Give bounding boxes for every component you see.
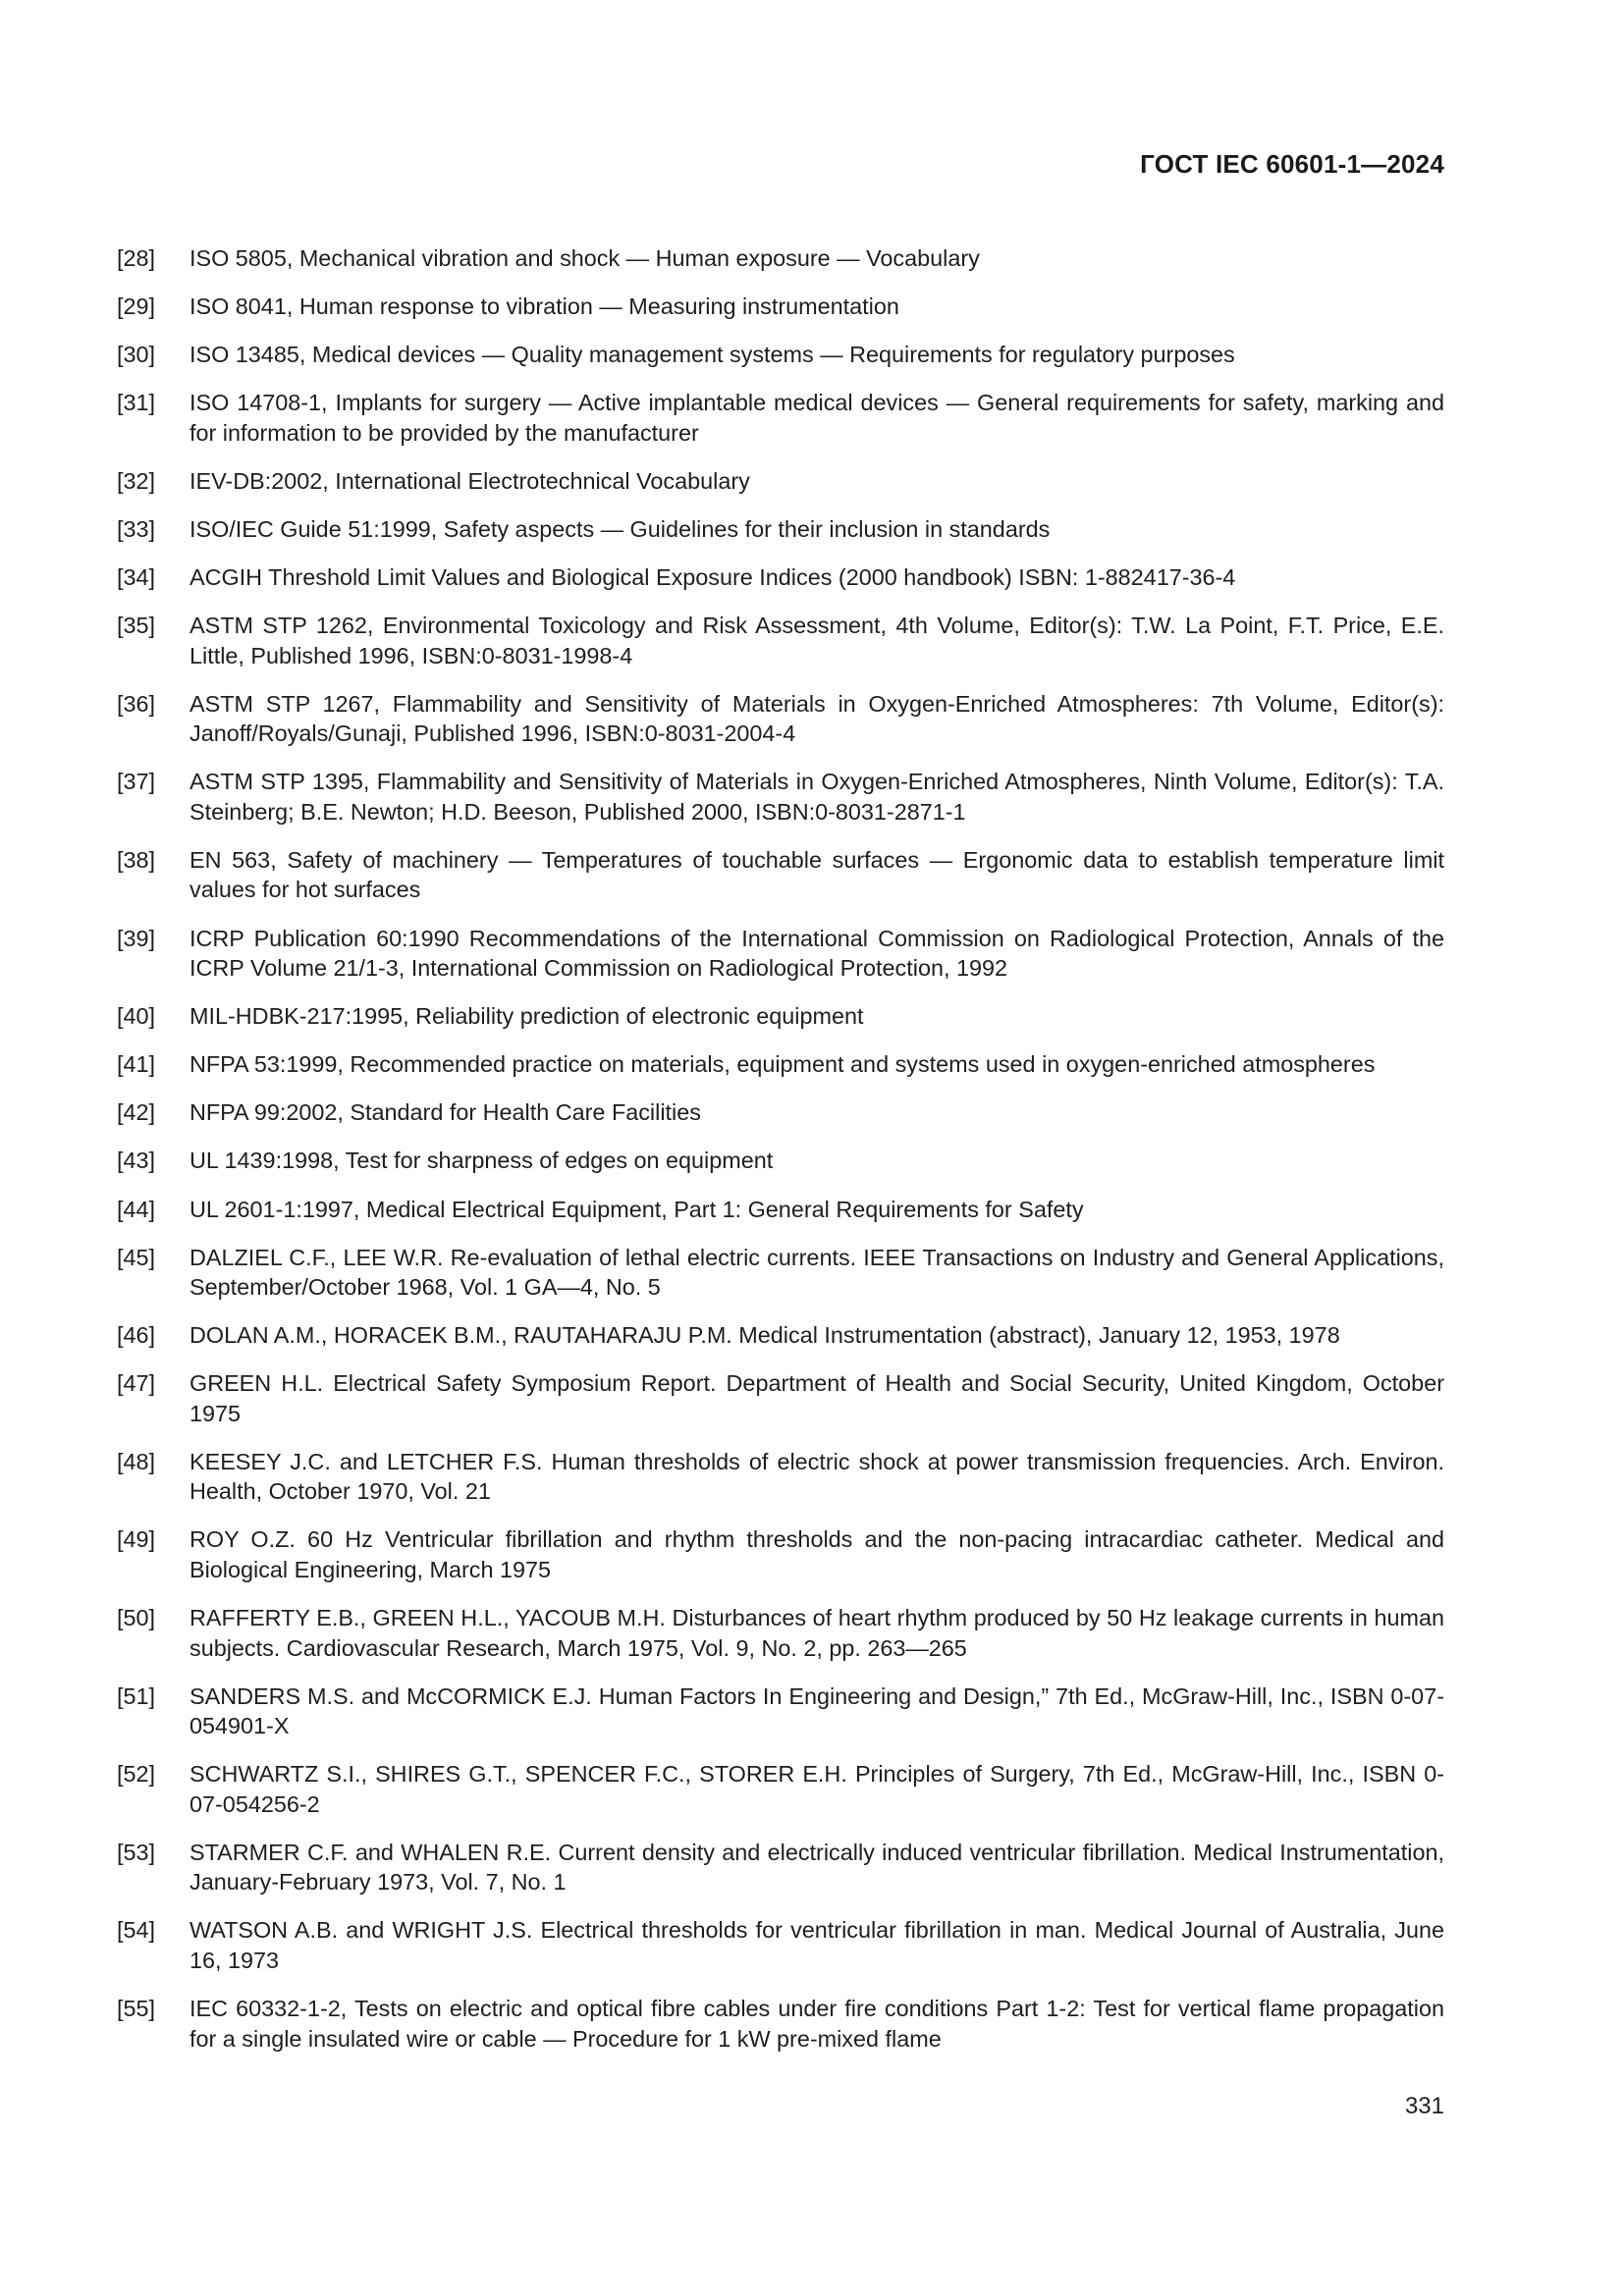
reference-item	[117, 1759, 1444, 1819]
reference-item	[117, 1447, 1444, 1507]
reference-text: ASTM STP 1395, Flammability and Sensitivity of Materials in Oxygen-Enriched Atmospheres, Ninth Volume, Editor(s): T.A. Steinberg; B.E. Newton; H.D. Beeson, Published 2000, ISBN:0-8031-2871-1	[189, 769, 1444, 825]
reference-item	[117, 1524, 1444, 1584]
reference-item	[117, 845, 1444, 905]
reference-number: [47]	[117, 1370, 156, 1397]
reference-text: ISO 8041, Human response to vibration — Measuring instrumentation	[189, 294, 899, 320]
reference-number: [51]	[117, 1682, 156, 1709]
reference-number: [44]	[117, 1196, 156, 1222]
reference-text: ICRP Publication 60:1990 Recommendations of the International Commission on Radiological Protection, Annals of the ICRP Volume 21/1-3, International Commission on Radiological Protection, 1992	[189, 925, 1444, 982]
reference-item	[117, 1838, 1444, 1897]
reference-item	[117, 1682, 1444, 1741]
reference-number: [55]	[117, 1996, 156, 2022]
reference-item	[117, 292, 1444, 322]
reference-number: [30]	[117, 342, 156, 368]
reference-item	[117, 924, 1444, 984]
reference-number: [37]	[117, 769, 156, 795]
reference-text: SANDERS M.S. and McCORMICK E.J. Human Factors In Engineering and Design,” 7th Ed., McGraw-Hill, Inc., ISBN 0-07-054901-X	[189, 1682, 1444, 1739]
reference-item	[117, 1146, 1444, 1176]
reference-number: [38]	[117, 846, 156, 873]
standard-designation: ГОСТ IEC 60601-1—2024	[1140, 149, 1444, 179]
reference-item	[117, 514, 1444, 545]
reference-item	[117, 340, 1444, 370]
reference-text: EN 563, Safety of machinery — Temperatures of touchable surfaces — Ergonomic data to establish temperature limit values for hot surfaces	[189, 846, 1444, 903]
reference-item	[117, 1368, 1444, 1428]
reference-number: [35]	[117, 613, 156, 639]
reference-item	[117, 1603, 1444, 1663]
reference-text: ACGIH Threshold Limit Values and Biological Exposure Indices (2000 handbook) ISBN: 1-882417-36-4	[189, 564, 1236, 591]
reference-item	[117, 1320, 1444, 1351]
reference-number: [28]	[117, 245, 156, 271]
reference-number: [33]	[117, 515, 156, 542]
reference-text: IEV-DB:2002, International Electrotechnical Vocabulary	[189, 467, 750, 494]
reference-text: MIL-HDBK-217:1995, Reliability prediction of electronic equipment	[189, 1003, 864, 1030]
reference-item	[117, 611, 1444, 670]
reference-number: [31]	[117, 390, 156, 416]
reference-item	[117, 1097, 1444, 1128]
reference-number: [39]	[117, 925, 156, 951]
reference-number: [54]	[117, 1917, 156, 1944]
reference-number: [42]	[117, 1099, 156, 1126]
reference-item	[117, 466, 1444, 497]
reference-item	[117, 767, 1444, 827]
reference-item	[117, 1001, 1444, 1032]
reference-text: ASTM STP 1267, Flammability and Sensitivity of Materials in Oxygen-Enriched Atmospheres: 7th Volume, Editor(s): Janoff/Royals/Gunaji, Published 1996, ISBN:0-8031-2004-4	[189, 690, 1444, 747]
reference-number: [45]	[117, 1244, 156, 1270]
reference-item	[117, 1915, 1444, 1975]
reference-text: STARMER C.F. and WHALEN R.E. Current density and electrically induced ventricular fibrillation. Medical Instrumentation, January-February 1973, Vol. 7, No. 1	[189, 1839, 1444, 1896]
reference-number: [34]	[117, 564, 156, 591]
reference-text: SCHWARTZ S.I., SHIRES G.T., SPENCER F.C., STORER E.H. Principles of Surgery, 7th Ed., McGraw-Hill, Inc., ISBN 0-07-054256-2	[189, 1761, 1444, 1817]
reference-text: ISO 5805, Mechanical vibration and shock — Human exposure — Vocabulary	[189, 245, 980, 271]
reference-number: [48]	[117, 1448, 156, 1474]
reference-number: [41]	[117, 1051, 156, 1078]
reference-text: KEESEY J.C. and LETCHER F.S. Human thresholds of electric shock at power transmission frequencies. Arch. Environ. Health, October 1970, Vol. 21	[189, 1448, 1444, 1505]
reference-text: ISO 14708-1, Implants for surgery — Active implantable medical devices — General requirements for safety, marking and for information to be provided by the manufacturer	[189, 390, 1444, 446]
reference-number: [46]	[117, 1322, 156, 1349]
reference-text: IEC 60332-1-2, Tests on electric and optical fibre cables under fire conditions Part 1-2: Test for vertical flame propagation for a single insulated wire or cable — Procedure for 1 kW pre-mixed flame	[189, 1996, 1444, 2052]
reference-item	[117, 562, 1444, 593]
reference-item	[117, 1049, 1444, 1080]
reference-text: ISO 13485, Medical devices — Quality management systems — Requirements for regulatory purposes	[189, 342, 1235, 368]
reference-item	[117, 1994, 1444, 2054]
reference-item	[117, 1195, 1444, 1225]
reference-text: ROY O.Z. 60 Hz Ventricular fibrillation and rhythm thresholds and the non-pacing intracardiac catheter. Medical and Biological Engineering, March 1975	[189, 1526, 1444, 1582]
reference-number: [32]	[117, 467, 156, 494]
reference-text: ISO/IEC Guide 51:1999, Safety aspects — Guidelines for their inclusion in standards	[189, 515, 1051, 542]
reference-item	[117, 1243, 1444, 1303]
reference-text: WATSON A.B. and WRIGHT J.S. Electrical thresholds for ventricular fibrillation in man. Medical Journal of Australia, June 16, 1973	[189, 1917, 1444, 1973]
reference-number: [29]	[117, 294, 156, 320]
bibliography-list	[117, 243, 1444, 2072]
page-number: 331	[1404, 2093, 1444, 2119]
reference-item	[117, 689, 1444, 749]
reference-text: ASTM STP 1262, Environmental Toxicology and Risk Assessment, 4th Volume, Editor(s): T.W. La Point, F.T. Price, E.E. Little, Published 1996, ISBN:0-8031-1998-4	[189, 613, 1444, 668]
reference-number: [49]	[117, 1526, 156, 1553]
reference-item	[117, 388, 1444, 448]
reference-text: DALZIEL C.F., LEE W.R. Re-evaluation of lethal electric currents. IEEE Transactions on Industry and General Applications, September/October 1968, Vol. 1 GA—4, No. 5	[189, 1244, 1444, 1301]
reference-number: [40]	[117, 1003, 156, 1030]
reference-text: UL 1439:1998, Test for sharpness of edges on equipment	[189, 1148, 774, 1174]
reference-number: [50]	[117, 1605, 156, 1631]
reference-text: NFPA 99:2002, Standard for Health Care Facilities	[189, 1099, 701, 1126]
reference-item	[117, 243, 1444, 274]
reference-number: [52]	[117, 1761, 156, 1788]
reference-text: NFPA 53:1999, Recommended practice on materials, equipment and systems used in oxygen-enriched atmospheres	[189, 1051, 1376, 1078]
reference-number: [53]	[117, 1839, 156, 1865]
reference-text: DOLAN A.M., HORACEK B.M., RAUTAHARAJU P.M. Medical Instrumentation (abstract), January 12, 1953, 1978	[189, 1322, 1340, 1349]
reference-number: [36]	[117, 690, 156, 717]
reference-text: UL 2601-1:1997, Medical Electrical Equipment, Part 1: General Requirements for Safety	[189, 1196, 1084, 1222]
reference-text: RAFFERTY E.B., GREEN H.L., YACOUB M.H. Disturbances of heart rhythm produced by 50 Hz leakage currents in human subjects. Cardiovascular Research, March 1975, Vol. 9, No. 2, pp. 263—265	[189, 1605, 1444, 1661]
reference-number: [43]	[117, 1148, 156, 1174]
reference-text: GREEN H.L. Electrical Safety Symposium Report. Department of Health and Social Security, United Kingdom, October 1975	[189, 1370, 1444, 1426]
